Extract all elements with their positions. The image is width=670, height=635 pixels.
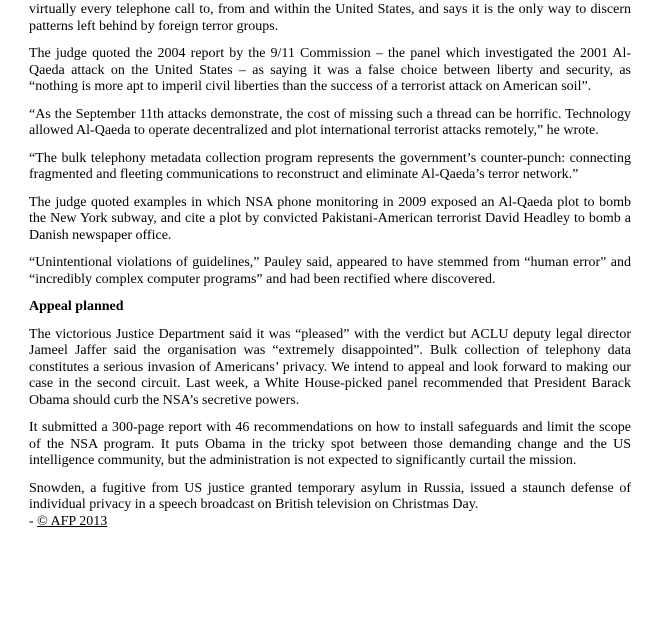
paragraph: virtually every telephone call to, from and within the United States, and says it is the only way to discern patterns left behind by foreign terror groups. [29,2,631,34]
afp-copyright-link[interactable]: © AFP 2013 [37,513,108,529]
paragraph: The judge quoted the 2004 report by the 9/11 Commission – the panel which investigated the 2001 Al-Qaeda attack on the United States – as saying it was a false choice between liberty and security, as “nothing is more apt to imperil civil liberties than the success of a terrorist attack on American soil”. [29,46,631,94]
paragraph: The judge quoted examples in which NSA phone monitoring in 2009 exposed an Al-Qaeda plot to bomb the New York subway, and cite a plot by convicted Pakistani-American terrorist David Headley to bomb a Danish newspaper office. [29,194,631,243]
paragraph: “As the September 11th attacks demonstrate, the cost of missing such a thread can be horrific. Technology allowed Al-Qaeda to operate decentralized and plot international terrorist attacks remotely,” he wrote. [29,106,631,138]
paragraph: It submitted a 300-page report with 46 recommendations on how to install safeguards and limit the scope of the NSA program. It puts Obama in the tricky spot between those demanding change and the US intelligence community, but the administration is not expected to significantly curtail the mission. [29,420,631,468]
credit-line [29,514,631,531]
paragraph: The victorious Justice Department said it was “pleased” with the verdict but ACLU deputy legal director Jameel Jaffer said the organisation was “extremely disappointed”. Bulk collection of telephony data constitutes a serious invasion of Americans’ privacy. We intend to appeal and look forward to making our case in the second circuit. Last week, a White House-picked panel recommended that President Barack Obama should curb the NSA’s secretive powers. [29,326,631,408]
paragraph: “Unintentional violations of guidelines,” Pauley said, appeared to have stemmed from “human error” and “incredibly complex computer programs” and had been rectified where discovered. [29,255,631,287]
paragraph: Snowden, a fugitive from US justice granted temporary asylum in Russia, issued a staunch defense of individual privacy in a speech broadcast on British television on Christmas Day. [29,480,631,512]
article-body [29,2,631,530]
section-heading: Appeal planned [29,299,124,314]
paragraph: “The bulk telephony metadata collection program represents the government’s counter-punch: connecting fragmented and fleeting communications to reconstruct and eliminate Al-Qaeda’s terror network.” [29,150,631,182]
credit-prefix: - [29,513,38,529]
